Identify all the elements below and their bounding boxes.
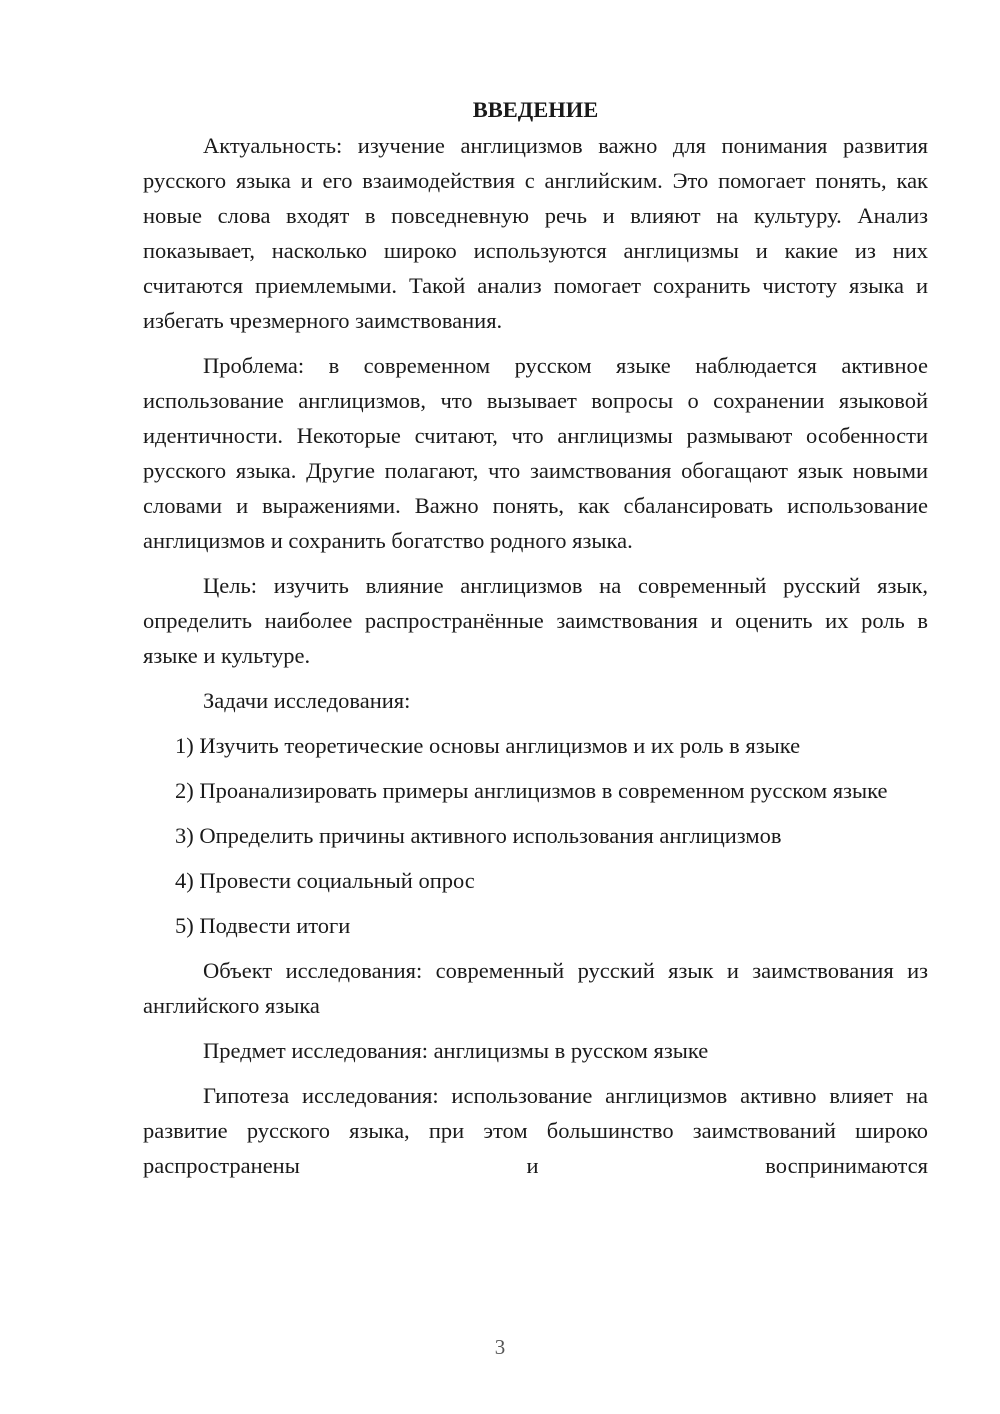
page-number: 3 — [494, 1335, 506, 1359]
task-item-3: 3) Определить причины активного использования англицизмов — [175, 823, 782, 848]
problem-paragraph: Проблема: в современном русском языке наблюдается активное использование англицизмов, что вызывает вопросы о сохранении языковой идентичности. Некоторые считают, что англицизмы размывают особенности русского языка. Другие полагают, что заимствования обогащают язык новыми словами и выражениями. Важно понять, как сбалансировать использование англицизмов и сохранить богатство родного языка. — [143, 353, 928, 553]
tasks-heading: Задачи исследования: — [203, 688, 411, 713]
task-item-1: 1) Изучить теоретические основы англицизмов и их роль в языке — [175, 733, 801, 758]
page-title: ВВЕДЕНИЕ — [472, 97, 599, 122]
tasks-list — [143, 728, 928, 943]
subject-paragraph: Предмет исследования: англицизмы в русском языке — [203, 1038, 709, 1063]
hypothesis-paragraph: Гипотеза исследования: использование англицизмов активно влияет на развитие русского языка, при этом большинство заимствований широко распространены и воспринимаются — [143, 1083, 928, 1178]
task-item-5: 5) Подвести итоги — [175, 913, 351, 938]
object-paragraph: Объект исследования: современный русский язык и заимствования из английского языка — [143, 958, 928, 1018]
task-item-4: 4) Провести социальный опрос — [175, 868, 475, 893]
relevance-paragraph: Актуальность: изучение англицизмов важно для понимания развития русского языка и его взаимодействия с английским. Это помогает понять, как новые слова входят в повседневную речь и влияют на культуру. Анализ показывает, насколько широко используются англицизмы и какие из них считаются приемлемыми. Такой анализ помогает сохранить чистоту языка и избегать чрезмерного заимствования. — [143, 133, 928, 333]
goal-paragraph: Цель: изучить влияние англицизмов на современный русский язык, определить наиболее распространённые заимствования и оценить их роль в языке и культуре. — [143, 573, 928, 668]
task-item-2: 2) Проанализировать примеры англицизмов в современном русском языке — [175, 778, 888, 803]
page-body — [143, 92, 928, 1193]
